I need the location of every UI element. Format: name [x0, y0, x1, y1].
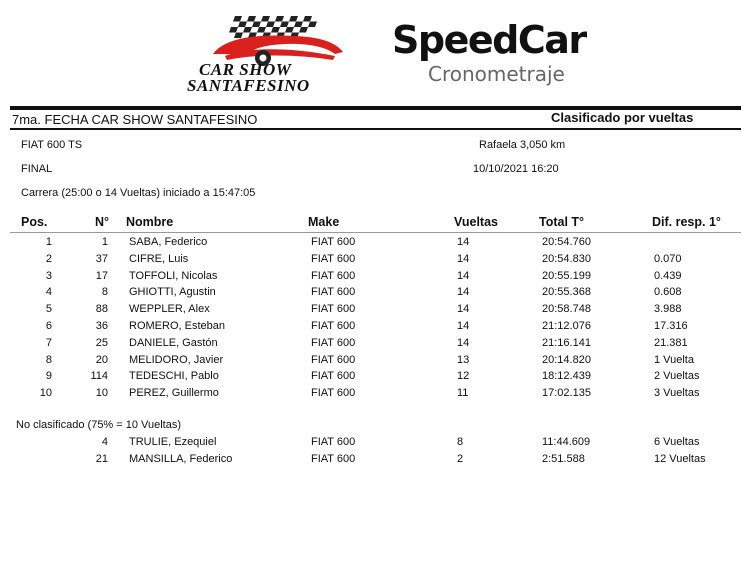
cell-laps: 14 — [457, 269, 470, 282]
table-row — [0, 320, 742, 336]
cell-pos: 7 — [45, 336, 52, 349]
car-show-logo — [185, 12, 375, 97]
table-row — [0, 253, 742, 269]
cell-name: MANSILLA, Federico — [129, 453, 233, 465]
classification-type: Clasificado por vueltas — [551, 110, 694, 125]
cell-name: TEDESCHI, Pablo — [129, 370, 219, 383]
cell-num: 1 — [101, 236, 108, 248]
table-row — [0, 354, 742, 370]
cell-make: FIAT 600 — [311, 387, 356, 400]
cell-total: 18:12.439 — [542, 370, 591, 383]
cell-laps: 14 — [457, 320, 470, 332]
cell-laps: 2 — [457, 453, 464, 465]
cell-name: CIFRE, Luis — [129, 252, 189, 265]
table-row — [0, 270, 742, 286]
cell-pos: 6 — [45, 320, 52, 332]
cell-make: FIAT 600 — [311, 303, 356, 316]
cell-make: FIAT 600 — [311, 436, 356, 448]
col-header-pos: Pos. — [21, 215, 48, 229]
logo-santafesino-text: SANTAFESINO — [187, 76, 310, 95]
cell-total: 20:54.830 — [542, 252, 591, 265]
cell-diff: 2 Vueltas — [654, 370, 700, 383]
cell-num: 37 — [95, 252, 108, 265]
cell-make: FIAT 600 — [311, 320, 356, 332]
cell-name: SABA, Federico — [129, 236, 208, 248]
table-row — [0, 303, 742, 319]
table-row — [0, 436, 742, 452]
cell-make: FIAT 600 — [311, 236, 356, 248]
location-label: Rafaela 3,050 km — [479, 139, 566, 151]
cell-pos: 5 — [45, 303, 52, 316]
cell-total: 20:14.820 — [542, 353, 591, 366]
table-row — [0, 236, 742, 252]
event-title: 7ma. FECHA CAR SHOW SANTAFESINO — [12, 112, 258, 127]
cell-total: 11:44.609 — [542, 436, 591, 448]
cell-laps: 12 — [457, 370, 470, 383]
cell-total: 21:12.076 — [542, 320, 591, 332]
cell-num: 20 — [95, 353, 108, 366]
cell-total: 20:54.760 — [542, 236, 591, 248]
datetime-label: 10/10/2021 16:20 — [473, 163, 559, 175]
table-row — [0, 337, 742, 353]
cell-make: FIAT 600 — [311, 252, 356, 265]
cell-num: 36 — [95, 320, 108, 332]
col-header-diff: Dif. resp. 1° — [652, 215, 721, 229]
cell-pos: 9 — [45, 370, 52, 383]
cell-name: GHIOTTI, Agustin — [129, 286, 216, 299]
cell-make: FIAT 600 — [311, 286, 356, 299]
cell-name: ROMERO, Esteban — [129, 320, 225, 332]
table-row — [0, 387, 742, 403]
col-header-num: N° — [95, 215, 110, 229]
cell-pos: 10 — [39, 387, 52, 400]
cell-diff: 17.316 — [654, 320, 688, 332]
cell-make: FIAT 600 — [311, 269, 356, 282]
cell-diff: 0.439 — [654, 269, 682, 282]
cell-name: PEREZ, Guillermo — [129, 387, 219, 400]
cell-name: MELIDORO, Javier — [129, 353, 224, 366]
cell-total: 20:58.748 — [542, 303, 591, 316]
cell-num: 88 — [95, 303, 108, 316]
cell-laps: 14 — [457, 336, 470, 349]
cell-laps: 14 — [457, 303, 470, 316]
cell-laps: 14 — [457, 286, 470, 299]
cell-diff: 0.070 — [654, 252, 682, 265]
cell-num: 10 — [95, 387, 108, 400]
cell-num: 17 — [95, 269, 108, 282]
cell-laps: 14 — [457, 252, 470, 265]
cell-pos: 2 — [45, 252, 52, 265]
cell-make: FIAT 600 — [311, 353, 356, 366]
cell-num: 114 — [90, 370, 108, 383]
header-rule-bottom — [10, 128, 741, 130]
cell-name: WEPPLER, Alex — [129, 303, 210, 316]
cell-num: 8 — [101, 286, 108, 299]
cell-total: 20:55.199 — [542, 269, 591, 282]
table-row — [0, 453, 742, 469]
col-header-laps: Vueltas — [454, 215, 499, 229]
cell-diff: 3 Vueltas — [654, 387, 700, 400]
cell-num: 21 — [95, 453, 108, 465]
table-row — [0, 286, 742, 302]
cell-diff: 0.608 — [654, 286, 682, 299]
category-label: FIAT 600 TS — [21, 139, 83, 151]
table-row — [0, 370, 742, 386]
cell-num: 25 — [95, 336, 108, 349]
col-header-name: Nombre — [126, 215, 174, 229]
cell-total: 2:51.588 — [542, 453, 585, 465]
cell-total: 20:55.368 — [542, 286, 591, 299]
table-header-rule — [10, 232, 741, 233]
speedcar-brand: SpeedCar — [392, 18, 586, 62]
cell-total: 17:02.135 — [542, 387, 591, 400]
cell-laps: 11 — [457, 387, 469, 400]
cell-pos: 8 — [45, 353, 52, 366]
cell-total: 21:16.141 — [542, 336, 591, 349]
cell-pos: 1 — [45, 236, 52, 248]
session-label: FINAL — [21, 163, 53, 175]
cell-diff: 1 Vuelta — [654, 353, 694, 366]
cell-diff: 3.988 — [654, 303, 682, 316]
cell-diff: 21.381 — [654, 336, 688, 349]
cell-pos: 3 — [45, 269, 52, 282]
cell-laps: 13 — [457, 353, 470, 366]
not-classified-label: No clasificado (75% = 10 Vueltas) — [16, 419, 181, 431]
col-header-make: Make — [308, 215, 340, 229]
logo-car-show-text: CAR SHOW — [199, 60, 292, 79]
cell-make: FIAT 600 — [311, 370, 356, 383]
cell-num: 4 — [101, 436, 108, 448]
race-info: Carrera (25:00 o 14 Vueltas) iniciado a 15:47:05 — [21, 187, 256, 199]
cell-diff: 6 Vueltas — [654, 436, 700, 448]
cell-name: DANIELE, Gastón — [129, 336, 218, 349]
cell-make: FIAT 600 — [311, 453, 356, 465]
col-header-total: Total T° — [539, 215, 585, 229]
cell-make: FIAT 600 — [311, 336, 356, 349]
cell-laps: 14 — [457, 236, 470, 248]
cell-name: TOFFOLI, Nicolas — [129, 269, 218, 282]
speedcar-subtitle: Cronometraje — [428, 62, 565, 86]
cell-laps: 8 — [457, 436, 464, 448]
cell-name: TRULIE, Ezequiel — [129, 436, 217, 448]
cell-pos: 4 — [45, 286, 52, 299]
cell-diff: 12 Vueltas — [654, 453, 706, 465]
